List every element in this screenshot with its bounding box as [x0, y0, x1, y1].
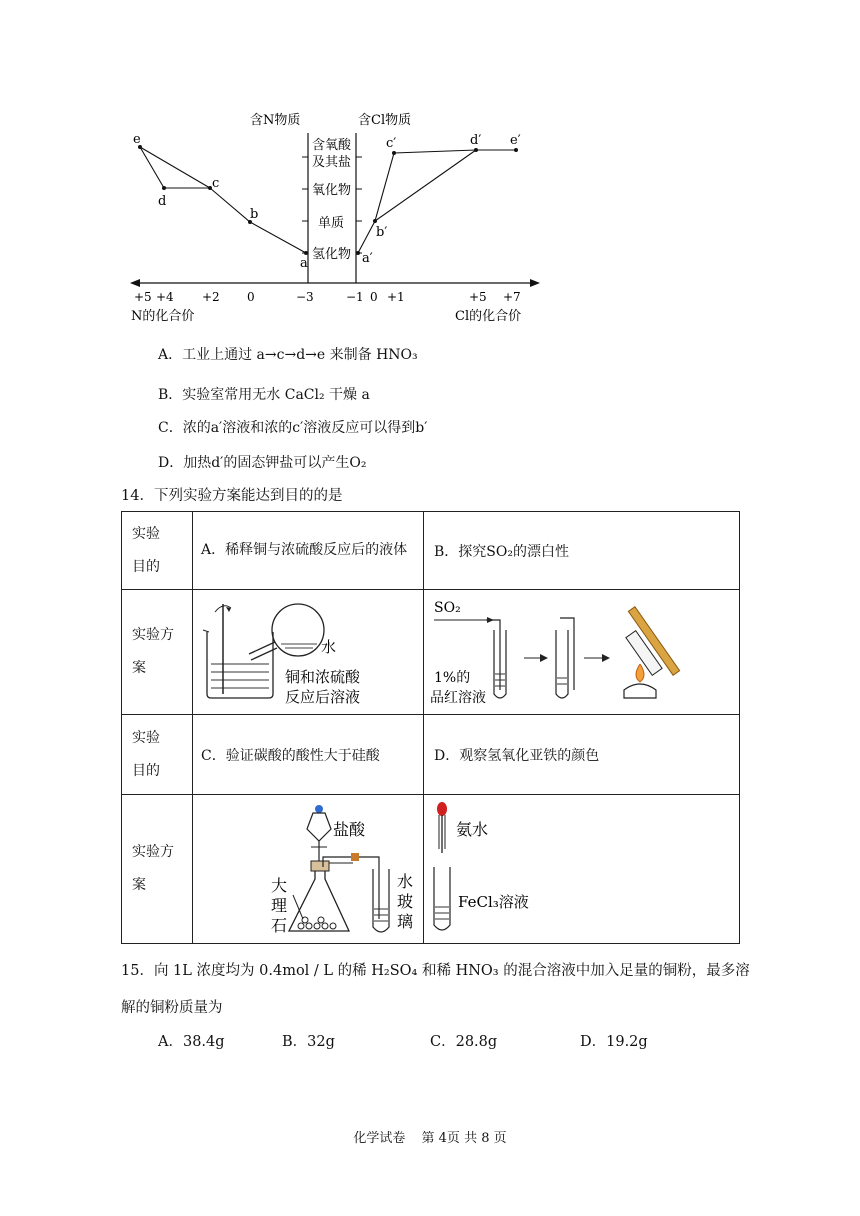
purpose-row-label-2: 实验目的 — [132, 729, 160, 779]
q15-option-d: D．19.2g — [580, 1034, 648, 1050]
purpose-c: C．验证碳酸的酸性大于硅酸 — [201, 747, 380, 764]
cl-axis-label: 含Cl物质 — [358, 113, 412, 128]
purpose-row-label: 实验目的 — [132, 525, 160, 575]
tick-label: −3 — [296, 290, 314, 304]
label-water: 水 — [321, 638, 337, 656]
tick-label: 0 — [370, 290, 378, 304]
point-label-d-prime: d′ — [470, 133, 482, 148]
tick-label: +1 — [387, 290, 405, 304]
q13-option-b: B．实验室常用无水 CaCl₂ 干燥 a — [158, 387, 370, 403]
q15-option-c: C．28.8g — [430, 1034, 498, 1050]
n-xlabel: N的化合价 — [131, 309, 195, 324]
point-label-c: c — [212, 176, 220, 191]
point-label-d: d — [158, 194, 167, 209]
label-marble-1: 大 — [271, 876, 288, 895]
label-glass-1: 水 — [397, 872, 414, 891]
label-b-line2: 品红溶液 — [430, 690, 486, 706]
q15-option-b: B．32g — [282, 1034, 335, 1050]
tick-label: +5 — [134, 290, 152, 304]
tick-label: +7 — [503, 290, 521, 304]
figure-c-acidity — [193, 795, 421, 939]
tick-label: −1 — [346, 290, 364, 304]
tick-label: +5 — [469, 290, 487, 304]
q15-option-a: A．38.4g — [158, 1034, 225, 1050]
tick-label: +2 — [202, 290, 220, 304]
category-label: 及其盐 — [312, 155, 352, 170]
label-fecl3: FeCl₃溶液 — [458, 893, 529, 911]
label-so2: SO₂ — [434, 600, 461, 616]
cl-xlabel: Cl的化合价 — [455, 309, 522, 324]
q15-stem-line2: 解的铜粉质量为 — [121, 1000, 223, 1016]
scheme-row-label: 实验方案 — [132, 627, 174, 676]
scheme-row-label-2: 实验方案 — [132, 844, 174, 893]
label-a-line2: 反应后溶液 — [285, 688, 361, 706]
point-label-a-prime: a′ — [362, 251, 373, 266]
footer-subject: 化学试卷 — [353, 1131, 406, 1146]
label-marble-3: 石 — [271, 916, 288, 935]
figure-a-dilution — [193, 590, 421, 710]
purpose-b: B．探究SO₂的漂白性 — [434, 543, 569, 560]
category-label: 单质 — [318, 216, 345, 231]
category-label: 氢化物 — [312, 247, 352, 262]
purpose-a: A．稀释铜与浓硫酸反应后的液体 — [201, 542, 408, 558]
label-hcl: 盐酸 — [333, 820, 366, 839]
label-a-line1b: 铜和浓硫酸 — [285, 668, 361, 686]
q14-stem: 14．下列实验方案能达到目的的是 — [121, 488, 343, 504]
tick-label: 0 — [247, 290, 255, 304]
point-label-b-prime: b′ — [376, 225, 388, 240]
category-label: 含氧酸 — [312, 138, 352, 153]
figure-d-fe-oh2 — [424, 795, 736, 939]
label-glass-3: 璃 — [397, 912, 414, 931]
point-label-b: b — [250, 207, 259, 222]
tick-label: +4 — [156, 290, 174, 304]
q13-option-a: A．工业上通过 a→c→d→e 来制备 HNO₃ — [158, 347, 418, 363]
figure-b-so2 — [424, 590, 736, 710]
q15-stem-line1: 15．向 1L 浓度均为 0.4mol / L 的稀 H₂SO₄ 和稀 HNO₃ 的混合溶液中加入足量的铜粉，最多溶 — [121, 963, 750, 979]
purpose-d: D．观察氢氧化亚铁的颜色 — [434, 747, 600, 764]
q13-option-d: D．加热d′的固态钾盐可以产生O₂ — [158, 455, 367, 471]
point-label-a: a — [300, 256, 308, 271]
page-footer — [0, 1127, 860, 1146]
label-ammonia: 氨水 — [456, 820, 489, 839]
point-label-c-prime: c′ — [386, 136, 397, 151]
footer-page: 第 4页 共 8 页 — [421, 1131, 507, 1146]
category-label: 氧化物 — [312, 183, 352, 198]
q13-option-c: C．浓的a′溶液和浓的c′溶液反应可以得到b′ — [158, 420, 428, 436]
valence-diagram — [120, 105, 550, 330]
experiment-table — [121, 511, 740, 944]
label-b-line1: 1%的 — [434, 670, 471, 686]
n-axis-label: 含N物质 — [250, 113, 301, 128]
point-label-e: e — [133, 132, 141, 147]
label-marble-2: 理 — [271, 896, 288, 915]
point-label-e-prime: e′ — [510, 133, 521, 148]
label-glass-2: 玻 — [397, 892, 414, 911]
